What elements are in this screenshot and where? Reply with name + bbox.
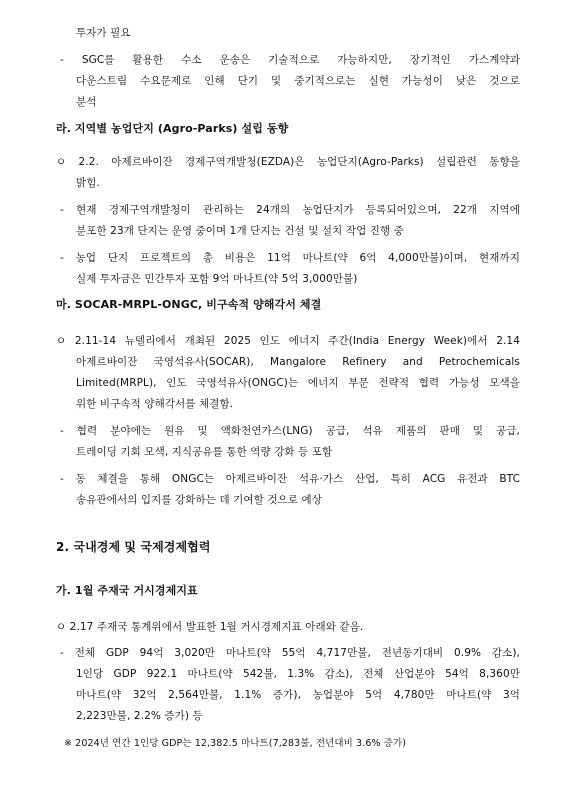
bullet-item: - SGC를 활용한 수소 운송은 기술적으로 가능하지만, 장기적인 가스계약과 <box>60 54 520 66</box>
text-line: 투자가 필요 <box>76 27 131 39</box>
text-line: 분석 <box>76 96 97 108</box>
bullet-item: - 전체 GDP 94억 3,020만 마나트(약 55억 4,717만불, 전년동기대비 0.9% 감소), <box>60 647 520 659</box>
text-line: 송유관에서의 입지를 강화하는 데 기여할 것으로 예상 <box>76 494 322 506</box>
subsection-heading: 마. SOCAR-MRPL-ONGC, 비구속적 양해각서 체결 <box>56 298 322 311</box>
bullet-item: - 농업 단지 프로젝트의 총 비용은 11억 마나트(약 6억 4,000만불)이며, 현재까지 <box>60 252 520 264</box>
footnote: ※ 2024년 연간 1인당 GDP는 12,382.5 마나트(7,283불, 전년대비 3.6% 증가) <box>64 738 407 749</box>
text-line: 다운스트림 수요문제로 인해 단기 및 중기적으로는 실현 가능성이 낮은 것으로 <box>76 75 520 87</box>
text-line: 밝힘. <box>76 177 100 189</box>
text-line: 1인당 GDP 922.1 마나트(약 542불, 1.3% 감소), 전체 산업분야 54억 8,360만 <box>76 668 520 680</box>
subsection-heading: 가. 1월 주재국 거시경제지표 <box>56 584 198 597</box>
bullet-item: - 동 체결을 통해 ONGC는 아제르바이잔 석유·가스 산업, 특히 ACG 유전과 BTC <box>60 473 520 485</box>
text-line: 실제 투자금은 민간투자 포함 9억 마나트(약 5억 3,000만불) <box>76 273 358 285</box>
text-line: 마나트(약 32억 2,564만불, 1.1% 증가), 농업분야 5억 4,780만 마나트(약 3억 <box>76 689 520 701</box>
text-line: Limited(MRPL), 인도 국영석유사(ONGC)는 에너지 부문 전략적 협력 가능성 모색을 <box>76 377 520 389</box>
subsection-heading: 라. 지역별 농업단지 (Agro-Parks) 설립 동향 <box>56 122 289 135</box>
circle-item: ㅇ 2.2. 아제르바이잔 경제구역개발청(EZDA)은 농업단지(Agro-Parks) 설립관련 동향을 <box>56 156 520 168</box>
text-line: 아제르바이잔 국영석유사(SOCAR), Mangalore Refinery and Petrochemicals <box>76 356 520 368</box>
text-line: 트레이딩 기회 모색, 지식공유를 통한 역량 강화 등 포함 <box>76 446 333 458</box>
bullet-item: - 협력 분야에는 원유 및 액화천연가스(LNG) 공급, 석유 제품의 판매 및 공급, <box>60 425 520 437</box>
section-heading: 2. 국내경제 및 국제경제협력 <box>56 540 211 554</box>
text-line: 위한 비구속적 양해각서를 체결함. <box>76 398 234 410</box>
text-line: 분포한 23개 단지는 운영 중이며 1개 단지는 건설 및 설치 작업 진행 중 <box>76 225 404 237</box>
circle-item: ㅇ 2.11-14 뉴델리에서 개최된 2025 인도 에너지 주간(India Energy Week)에서 2.14 <box>56 335 520 347</box>
bullet-item: - 현재 경제구역개발청이 관리하는 24개의 농업단지가 등록되어있으며, 22개 지역에 <box>60 204 520 216</box>
text-line: 2,223만불, 2.2% 증가) 등 <box>76 710 203 722</box>
circle-item: ㅇ 2.17 주재국 통계위에서 발표한 1월 거시경제지표 아래와 같음. <box>56 621 364 633</box>
